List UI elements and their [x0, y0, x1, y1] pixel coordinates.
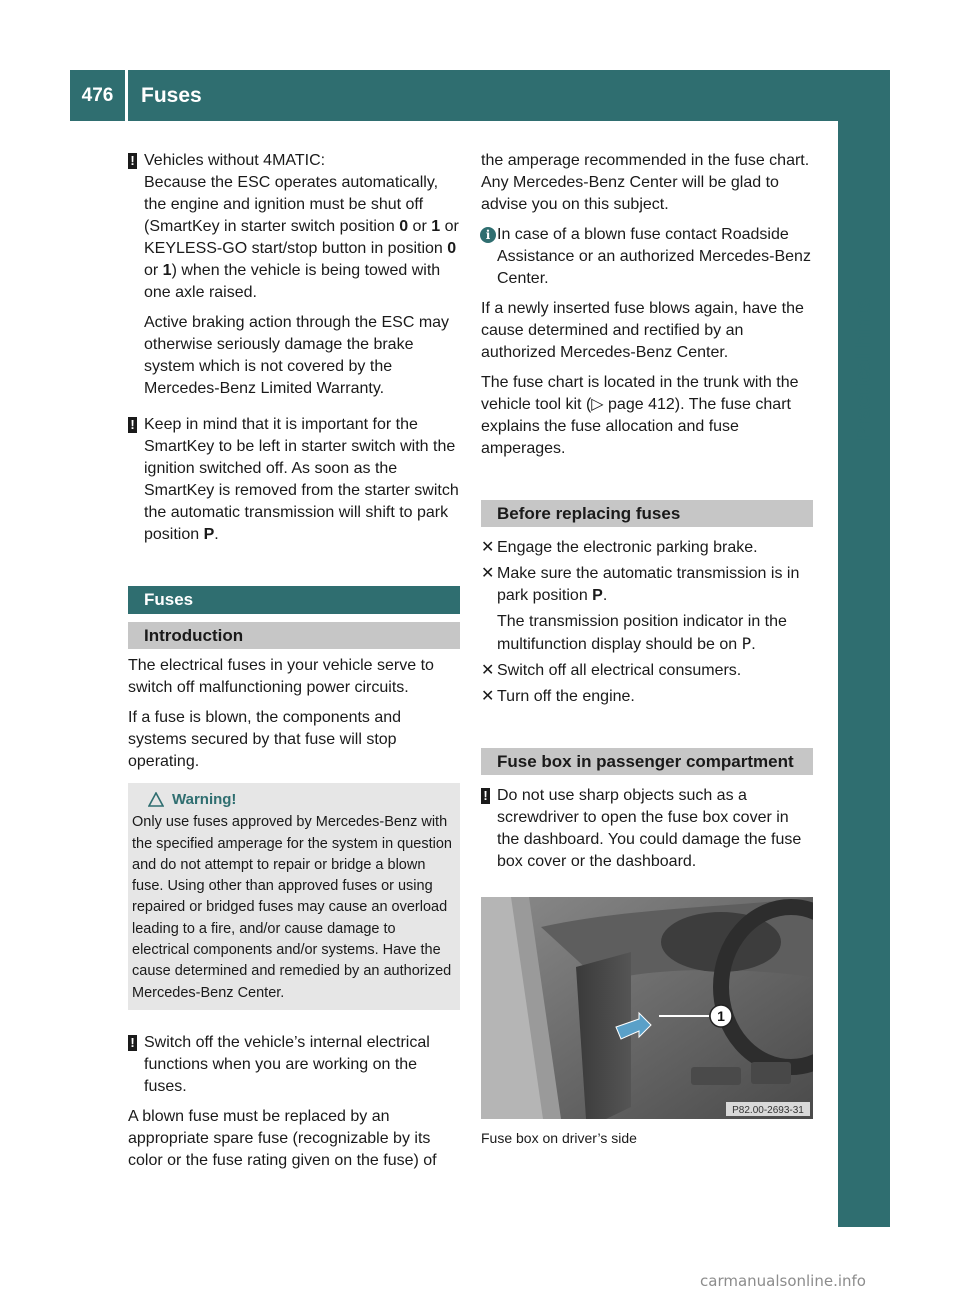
note-paragraph: Switch off the vehicle’s internal electrical functions when you are working on the fuses. — [144, 1033, 430, 1095]
watermark-text: carmanualsonline.info — [700, 1272, 866, 1290]
step-marker-icon: ✕ — [481, 688, 495, 705]
step-item: ✕ Switch off all electrical consumers. — [481, 660, 813, 682]
subsection-heading-introduction: Introduction — [128, 622, 460, 649]
page-reference-icon: ▷ — [591, 396, 604, 413]
info-note — [481, 224, 813, 290]
warning-title: Warning! — [172, 791, 237, 808]
note-paragraph-2: Active braking action through the ESC may otherwise seriously damage the brake system which is not covered by the Mercedes-Benz Limited Warranty. — [144, 314, 450, 397]
figure-callout-1: 1 — [717, 1008, 725, 1024]
caution-note-sharp-objects — [481, 785, 813, 873]
warning-triangle-icon — [148, 792, 164, 807]
step-sub-text: The transmission position indicator in the multifunction display should be on P. — [497, 613, 787, 653]
step-marker-icon: ✕ — [481, 539, 495, 556]
caution-note-4matic — [128, 150, 460, 400]
intro-paragraph-1: The electrical fuses in your vehicle serve to switch off malfunctioning power circuits. — [128, 657, 434, 696]
new-fuse-paragraph: If a newly inserted fuse blows again, have the cause determined and rectified by an authorized Mercedes-Benz Center. — [481, 300, 804, 361]
step-item: ✕ Make sure the automatic transmission is in park position P. The transmission position indicator in the multifunction display should be on P. — [481, 563, 813, 656]
step-item: ✕ Engage the electronic parking brake. — [481, 537, 813, 559]
page-number: 476 — [81, 85, 114, 106]
side-chapter-label: Practical hints — [852, 297, 875, 441]
caution-icon: ! — [128, 417, 137, 433]
note-paragraph: Keep in mind that it is important for the SmartKey to be left in starter switch with the ignition switched off. As soon as the SmartKey is removed from the starter switch the automatic transmission will shift to park position P. — [144, 416, 459, 543]
blown-fuse-paragraph: A blown fuse must be replaced by an appropriate spare fuse (recognizable by its color or the fuse rating given on the fuse) of — [128, 1107, 437, 1169]
warning-box — [128, 783, 460, 1010]
note-paragraph: Because the ESC operates automatically, the engine and ignition must be shut off (SmartKey in starter switch position 0 or 1 or KEYLESS-GO start/stop button in position 0 or 1) when the vehicle is being towed with one axle raised. — [144, 174, 459, 301]
section-heading-fuses: Fuses — [128, 586, 460, 614]
caution-icon: ! — [128, 153, 137, 169]
figure-caption: Fuse box on driver’s side — [481, 1130, 637, 1146]
caution-icon: ! — [481, 788, 490, 804]
right-column — [481, 150, 813, 1149]
step-marker-icon: ✕ — [481, 662, 495, 679]
page-reference[interactable]: page 412 — [608, 396, 675, 413]
subsection-heading-before-replacing: Before replacing fuses — [481, 500, 813, 527]
fuse-box-photo — [481, 897, 813, 1119]
page-title: Fuses — [141, 84, 202, 107]
dashboard-illustration — [481, 897, 813, 1119]
warning-header — [132, 789, 452, 810]
display-glyph: P — [741, 634, 752, 653]
warning-text: Only use fuses approved by Mercedes-Benz with the specified amperage for the system in question and do not attempt to repair or bridge a blown fuse. Using other than approved fuses or using repaired or bridged fuses may cause an overload leading to a fire, and/or cause damage to electrical components and/or systems. Have the cause determined and remedied by an authorized Mercedes-Benz Center. — [132, 814, 452, 1001]
step-item: ✕ Turn off the engine. — [481, 686, 813, 708]
subsection-heading-fuse-box: Fuse box in passenger compartment — [481, 748, 813, 775]
note-heading: Vehicles without 4MATIC: — [144, 152, 326, 169]
header-divider — [125, 70, 128, 121]
info-icon: i — [480, 227, 496, 243]
caution-icon: ! — [128, 1035, 137, 1051]
step-marker-icon: ✕ — [481, 565, 495, 582]
figure-code: P82.00-2693-31 — [732, 1105, 804, 1116]
note-paragraph: Do not use sharp objects such as a screwdriver to open the fuse box cover in the dashboard. You could damage the fuse box cover or the dashboard. — [497, 787, 802, 870]
continued-paragraph: the amperage recommended in the fuse chart. Any Mercedes-Benz Center will be glad to advise you on this subject. — [481, 152, 810, 213]
caution-note-smartkey — [128, 414, 460, 546]
fuse-chart-paragraph: The fuse chart is located in the trunk with the vehicle tool kit (▷ page 412). The fuse chart explains the fuse allocation and fuse amperages. — [481, 374, 799, 457]
left-column — [128, 150, 460, 1180]
info-text: In case of a blown fuse contact Roadside Assistance or an authorized Mercedes-Benz Center. — [497, 226, 811, 287]
intro-paragraph-2: If a fuse is blown, the components and systems secured by that fuse will stop operating. — [128, 709, 402, 770]
caution-note-switch-off — [128, 1032, 460, 1098]
